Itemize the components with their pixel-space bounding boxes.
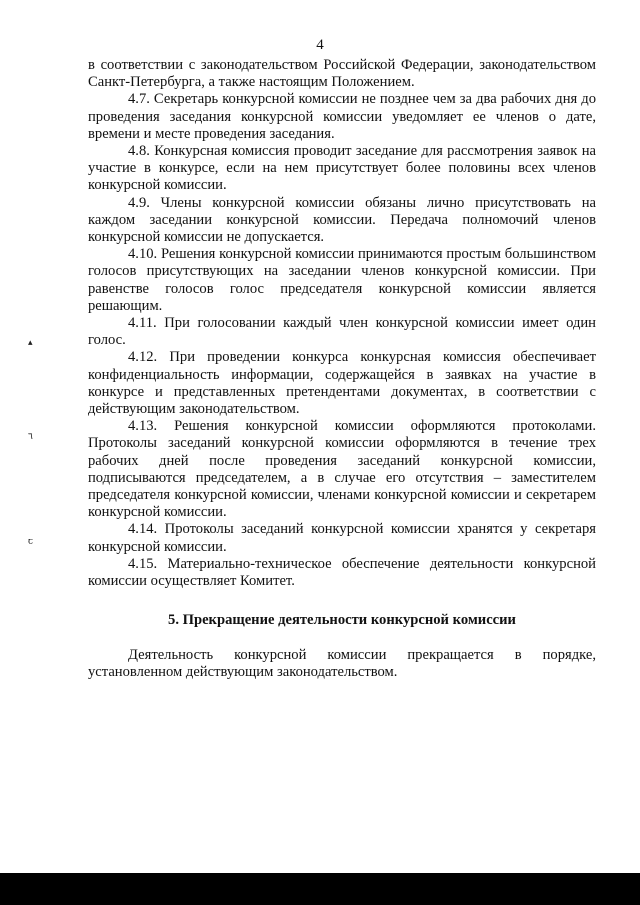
page-number: 4	[316, 37, 324, 53]
margin-mark: ٦	[28, 431, 33, 441]
paragraph-4-8: 4.8. Конкурсная комиссия проводит заседание для рассмотрения заявок на участие в конкурсе, если на нем присутствует более половины всех членов конкурсной комиссии.	[88, 143, 596, 194]
section-title: 5. Прекращение деятельности конкурсной комиссии	[168, 612, 516, 629]
paragraph-4-7: 4.7. Секретарь конкурсной комиссии не позднее чем за два рабочих дня до проведения заседания конкурсной комиссии уведомляет ее членов о дате, времени и месте проведения заседания.	[88, 91, 596, 142]
paragraph-4-14: 4.14. Протоколы заседаний конкурсной комиссии хранятся у секретаря конкурсной комиссии.	[88, 521, 596, 555]
paragraph-section-5: Деятельность конкурсной комиссии прекращается в порядке, установленном действующим законодательством.	[88, 646, 596, 680]
paragraph-4-12: 4.12. При проведении конкурса конкурсная комиссия обеспечивает конфиденциальность информации, содержащейся в заявках на участие в конкурсе и представленных претендентами документах, в соответствии с действующим законодательством.	[88, 349, 596, 418]
paragraph-4-9: 4.9. Члены конкурсной комиссии обязаны лично присутствовать на каждом заседании конкурсной комиссии. Передача полномочий членов конкурсной комиссии не допускается.	[88, 194, 596, 246]
margin-mark: ꞇ	[28, 536, 34, 546]
paragraph-continuation: в соответствии с законодательством Российской Федерации, законодательством Санкт-Петербурга, а также настоящим Положением.	[88, 57, 596, 91]
paragraph-4-10: 4.10. Решения конкурсной комиссии принимаются простым большинством голосов присутствующих на заседании членов конкурсной комиссии. При равенстве голосов голос председателя конкурсной комиссии является решающим.	[88, 246, 596, 314]
paragraph-4-13: 4.13. Решения конкурсной комиссии оформляются протоколами. Протоколы заседаний конкурсной комиссии оформляются в течение трех рабочих дней после проведения заседаний конкурсной комиссии, подписываются председателем, а в случае его отсутствия – заместителем председателя конкурсной комиссии, членами конкурсной комиссии и секретарем конкурсной комиссии.	[88, 418, 596, 521]
document-body	[88, 57, 596, 681]
paragraph-4-15: 4.15. Материально-техническое обеспечение деятельности конкурсной комиссии осуществляет Комитет.	[88, 555, 596, 590]
paragraph-4-11: 4.11. При голосовании каждый член конкурсной комиссии имеет один голос.	[88, 315, 596, 349]
margin-mark: ▴	[28, 337, 33, 347]
scan-footer-bar	[0, 873, 640, 905]
